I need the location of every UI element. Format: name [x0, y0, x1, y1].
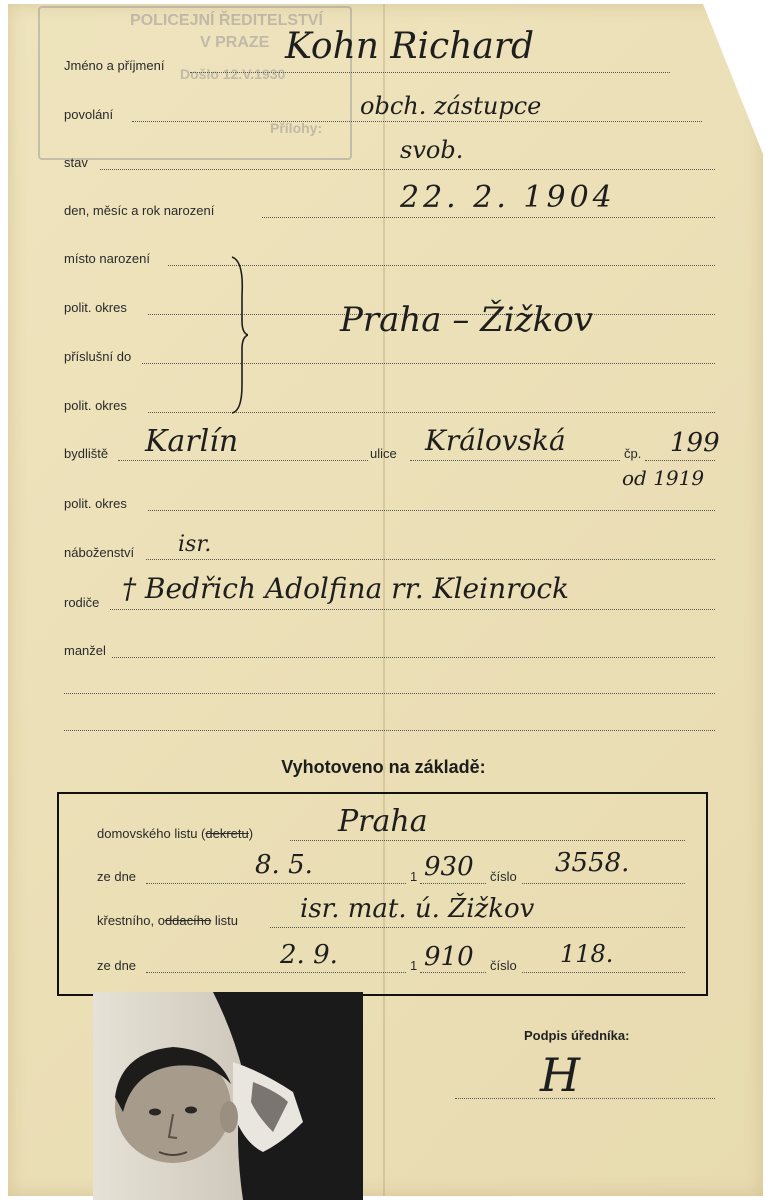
cislo-2-value: 118. [560, 940, 614, 968]
basis-heading: Vyhotoveno na základě: [281, 757, 486, 777]
jmeno-label: Jméno a příjmení [64, 58, 165, 73]
stamp-line-1: POLICEJNÍ ŘEDITELSTVÍ [130, 12, 323, 29]
ulice-value: Královská [425, 424, 566, 457]
cislo-1-value: 3558. [555, 848, 630, 878]
blank-line-2 [64, 730, 715, 731]
year-1-value: 930 [424, 852, 474, 882]
bydliste-value: Karlín [145, 424, 239, 459]
signature-line [455, 1098, 715, 1099]
nabozenstvi-label: náboženství [64, 545, 135, 560]
nabozenstvi-line [146, 559, 715, 560]
misto-line [168, 265, 715, 266]
blank-line-1 [64, 693, 715, 694]
narozeni-label: den, měsíc a rok narození [64, 203, 215, 218]
stav-line [100, 169, 715, 170]
ze-dne-2-value: 2. 9. [280, 940, 338, 970]
year-1-line [420, 883, 486, 884]
ze-dne-1-label: ze dne [97, 869, 137, 884]
misto-value: Praha – Žižkov [340, 300, 593, 340]
year-2-value: 910 [424, 942, 474, 972]
year-2-line [420, 972, 486, 973]
domovsky-value: Praha [338, 804, 428, 839]
stav-label: stav [64, 155, 88, 170]
cislo-1-label: číslo [490, 869, 517, 884]
ulice-line [410, 460, 620, 461]
cp-value: 199 [670, 428, 720, 458]
krestni-label: křestního, oddacího listu [97, 913, 238, 928]
narozeni-line [262, 217, 715, 218]
povolani-line [132, 121, 702, 122]
bydliste-label: bydliště [64, 446, 109, 461]
krestni-line [270, 927, 685, 928]
cislo-2-line [522, 972, 685, 973]
portrait-figure [93, 992, 363, 1200]
narozeni-value: 22. 2. 1904 [400, 180, 616, 215]
rodice-line [110, 609, 715, 610]
stamp-line-4: Přílohy: [270, 120, 323, 136]
manzel-line [112, 657, 715, 658]
ulice-label: ulice [370, 446, 397, 461]
ze-dne-1-value: 8. 5. [255, 850, 313, 880]
jmeno-value: Kohn Richard [285, 26, 535, 67]
ze-dne-2-label: ze dne [97, 958, 137, 973]
domovsky-label: domovského listu (dekretu) [97, 826, 254, 841]
stamp-line-3: Došlo 12.V.1930 [180, 66, 286, 82]
cp-line [645, 460, 715, 461]
misto-label: místo narození [64, 251, 150, 266]
year-prefix-1: 1 [410, 869, 418, 884]
bydliste-line [118, 460, 368, 461]
torn-corner [703, 4, 763, 154]
year-prefix-2: 1 [410, 958, 418, 973]
rodice-label: rodiče [64, 595, 100, 610]
povolani-value: obch. zástupce [360, 92, 542, 120]
cislo-2-label: číslo [490, 958, 517, 973]
portrait-photo [93, 992, 363, 1200]
stav-value: svob. [400, 136, 464, 164]
polit-okres-3-label: polit. okres [64, 496, 127, 511]
jmeno-line [190, 72, 670, 73]
krestni-value: isr. mat. ú. Žižkov [300, 894, 535, 924]
stamp-line-2: V PRAZE [200, 34, 270, 51]
manzel-label: manžel [64, 643, 106, 658]
brace-symbol [228, 255, 248, 415]
signature-label: Podpis úředníka: [524, 1028, 630, 1043]
ze-dne-2-line [146, 972, 406, 973]
polit-okres-1-label: polit. okres [64, 300, 127, 315]
polit-okres-2-label: polit. okres [64, 398, 127, 413]
nabozenstvi-value: isr. [178, 532, 212, 557]
domovsky-line [290, 840, 685, 841]
signature-value: H [540, 1048, 581, 1102]
cp-label: čp. [624, 446, 642, 461]
rodice-value: † Bedřich Adolfina rr. Kleinrock [122, 572, 570, 605]
prislusi-label: příslušní do [64, 349, 132, 364]
polit-okres-3-line [148, 510, 715, 511]
ze-dne-1-line [146, 883, 406, 884]
od-value: od 1919 [622, 466, 705, 490]
povolani-label: povolání [64, 107, 114, 122]
cislo-1-line [522, 883, 685, 884]
